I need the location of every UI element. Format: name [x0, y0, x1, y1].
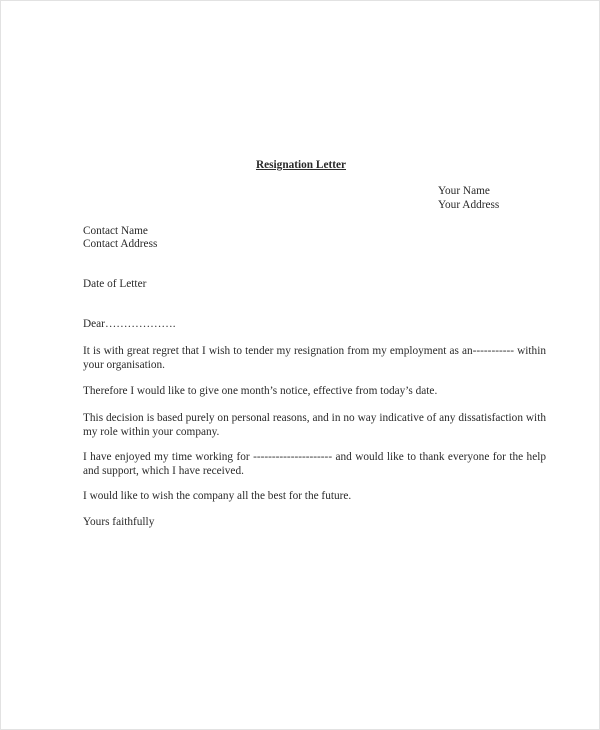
recipient-address: Contact Address [83, 238, 158, 250]
letter-date: Date of Letter [83, 278, 147, 290]
paragraph: Therefore I would like to give one month’s notice, effective from today’s date. [83, 385, 438, 397]
letter-title: Resignation Letter [255, 159, 347, 171]
sender-address: Your Address [438, 199, 500, 211]
paragraph: This decision is based purely on personal reasons, and in no way indicative of any dissatisfaction with my role within your company. [83, 412, 546, 438]
closing: Yours faithfully [83, 516, 155, 528]
salutation: Dear………………. [83, 318, 176, 330]
recipient-name: Contact Name [83, 225, 148, 237]
paragraph: It is with great regret that I wish to tender my resignation from my employment as an----------- within your organisation. [83, 345, 546, 371]
paragraph: I have enjoyed my time working for --------------------- and would like to thank everyone for the help and support, which I have received. [83, 451, 546, 477]
sender-name: Your Name [438, 185, 490, 197]
paragraph: I would like to wish the company all the best for the future. [83, 490, 352, 502]
